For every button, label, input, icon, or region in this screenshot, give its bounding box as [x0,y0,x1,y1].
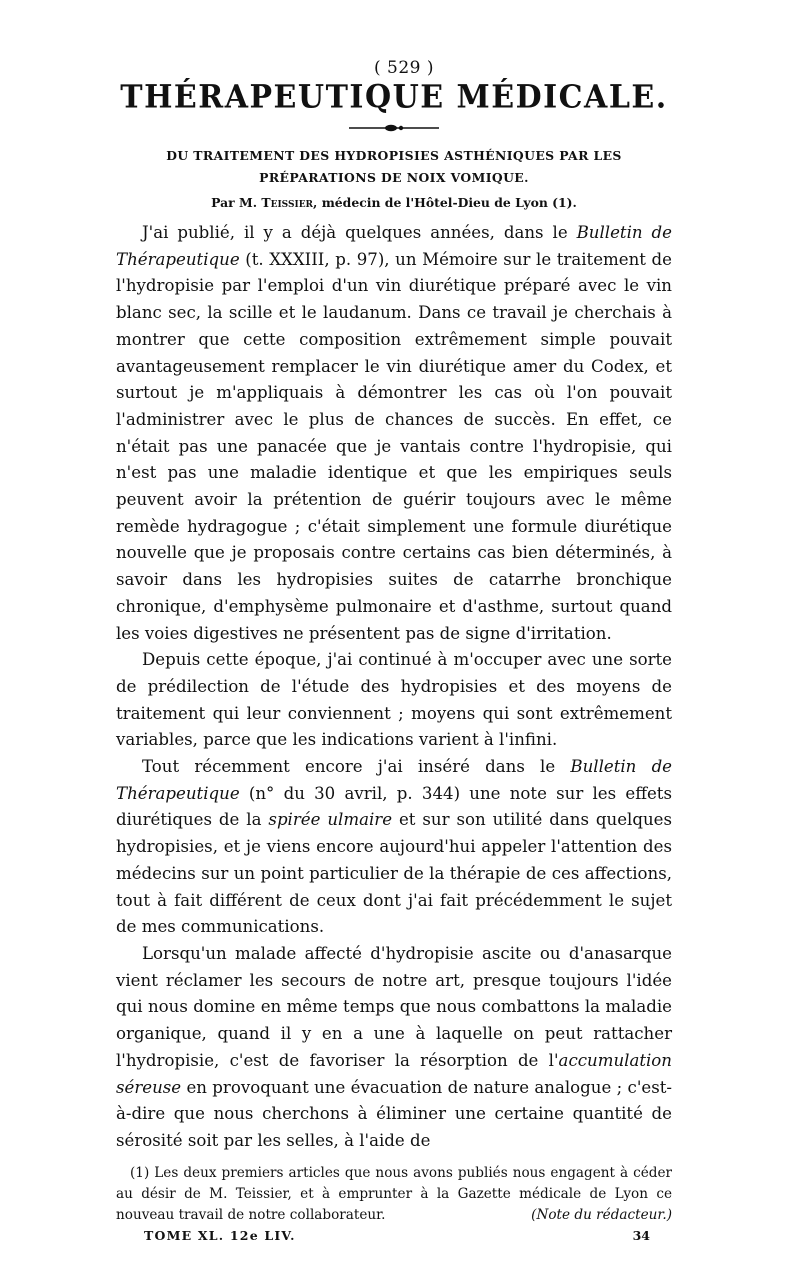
footnote [116,1163,672,1226]
text-run: Tout récemment encore j'ai inséré dans le [142,757,571,777]
ornament-rule-icon [349,123,439,133]
paragraph-4 [116,941,672,1155]
emphasis: accumulation séreuse [116,1050,672,1097]
text-run: (t. XXXIII, p. 97), un Mémoire sur le traitement de l'hydropisie par l'emploi d'un vin diurétique préparé avec le vin blanc sec, la scille et le laudanum. Dans ce travail je cherchais à montrer que cette composition extrêmement simple pouvait avantageusement remplacer le vin diurétique amer du Codex, et surtout je m'appliquais à démontrer les cas où l'on pouvait l'administrer avec le plus de chances de succès. En effet, ce n'était pas une panacée que je vantais contre l'hydropisie, qui n'est pas une maladie identique et que les empiriques seuls peuvent avoir la prétention de guérir toujours avec le même remède hydragogue ; c'était simplement une formule diurétique nouvelle que je proposais contre certains cas bien déterminés, à savoir dans les hydropisies suites de catarrhe bronchique chronique, d'emphysème pulmonaire et d'asthme, surtout quand les voies digestives ne présentent pas de signe d'irritation. [116,249,672,643]
paragraph-2: Depuis cette époque, j'ai continué à m'occuper avec une sorte de prédilection de l'étude des hydropisies et des moyens de traitement qui leur conviennent ; moyens qui sont extrêmement variables, parce que les indications varient à l'infini. [116,650,672,750]
footnote-attribution: (Note du rédacteur.) [531,1206,672,1223]
text-run: (n° du 30 avril, p. 344) une note sur les effets diurétiques de la [116,783,672,830]
journal-page [116,58,672,1248]
journal-name: Bulletin de Thérapeutique [116,757,673,803]
signature-mark: TOME XL. 12e LIV. [144,1227,296,1243]
byline-author: Teissier, [261,195,318,210]
byline-suffix: médecin de l'Hôtel-Dieu de Lyon (1). [321,195,577,210]
text-run: Lorsqu'un malade affecté d'hydropisie ascite ou d'anasarque vient réclamer les secours de notre art, presque toujours l'idée qui nous domine en même temps que nous combattons la maladie organique, quand il y en a une à laquelle on peut rattacher l'hydropisie, c'est de favoriser la résorption de l' [116,943,672,1070]
paragraph-1 [116,220,672,647]
byline-prefix: Par M. [211,195,258,210]
section-title: THÉRAPEUTIQUE MÉDICALE. [120,79,668,116]
sheet-number: 34 [632,1227,650,1243]
text-run: en provoquant une évacuation de nature analogue ; c'est-à-dire que nous cherchons à éliminer une certaine quantité de sérosité soit par les selles, à l'aide de [116,1077,672,1150]
page-number: ( 529 ) [373,58,435,78]
byline [116,195,672,210]
article-body [116,220,672,1155]
plant-name: spirée ulmaire [268,810,393,830]
page-footer [116,1228,672,1248]
article-title: DU TRAITEMENT DES HYDROPISIES ASTHÉNIQUES PAR LES PRÉPARATIONS DE NOIX VOMIQUE. [166,148,622,185]
text-run: J'ai publié, il y a déjà quelques années, dans le [142,223,577,242]
text-run: et sur son utilité dans quelques hydropisies, et je viens encore aujourd'hui appeler l'attention des médecins sur un point particulier de la thérapie de ces affections, tout à fait différent de ceux dont j'ai fait précédemment le sujet de mes communications. [116,810,673,937]
footnote-text: (1) Les deux premiers articles que nous avons publiés nous engagent à céder au désir de M. Teissier, et à emprunter à la Gazette médicale de Lyon ce nouveau travail de notre collaborateur. [116,1164,672,1223]
paragraph-3 [116,754,672,941]
journal-name: Bulletin de Thérapeutique [116,223,672,269]
